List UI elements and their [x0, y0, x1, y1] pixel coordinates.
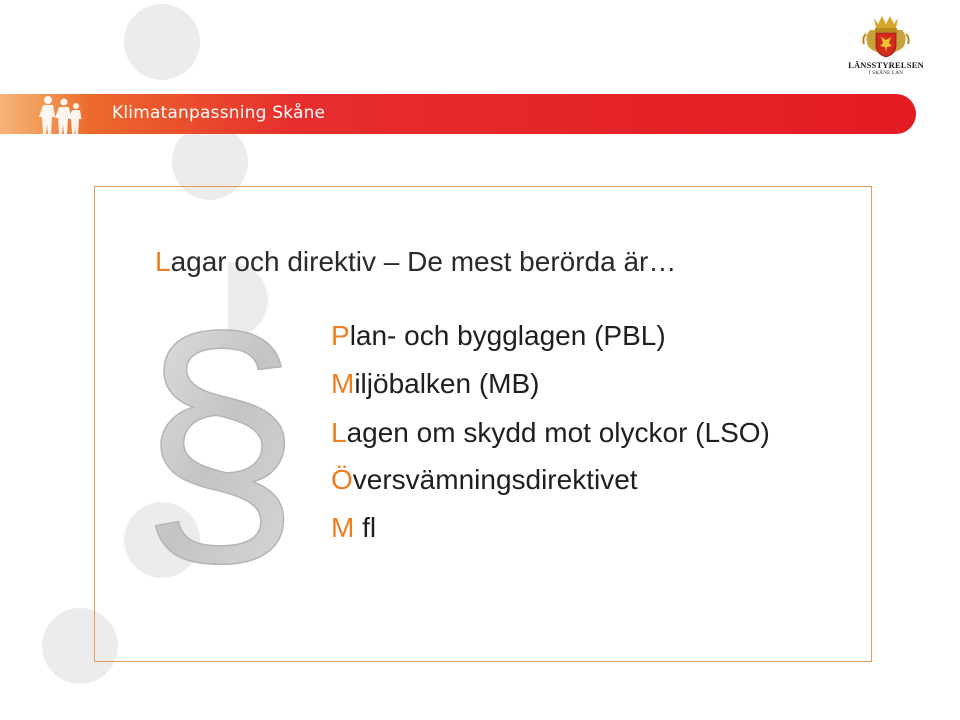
item-text: versvämningsdirektivet	[352, 464, 638, 495]
item-text: lan- och bygglagen (PBL)	[349, 320, 666, 351]
logo-subtitle: I SKÅNE LÄN	[868, 71, 904, 76]
item-text: agen om skydd mot olyckor (LSO)	[346, 417, 770, 448]
item-text: fl	[354, 512, 377, 543]
section-sign-icon	[139, 278, 301, 602]
headline-text: agar och direktiv – De mest berörda är…	[170, 246, 677, 277]
list-item	[331, 320, 666, 352]
background-circle	[124, 4, 200, 80]
item-initial: Ö	[331, 464, 353, 495]
item-initial: P	[331, 320, 350, 351]
item-initial: L	[331, 417, 347, 448]
logo-name: LÄNSSTYRELSEN	[848, 60, 924, 70]
headline-initial: L	[155, 246, 171, 277]
people-figures-icon	[38, 96, 84, 134]
list-item	[331, 368, 540, 400]
slide-headline	[155, 246, 676, 278]
item-initial: M	[331, 512, 355, 543]
list-item	[331, 464, 638, 496]
list-item	[331, 417, 770, 449]
item-initial: M	[331, 368, 355, 399]
list-item	[331, 512, 376, 544]
svg-text:§: §	[139, 278, 301, 602]
item-text: iljöbalken (MB)	[354, 368, 540, 399]
header-title: Klimatanpassning Skåne	[112, 103, 326, 123]
